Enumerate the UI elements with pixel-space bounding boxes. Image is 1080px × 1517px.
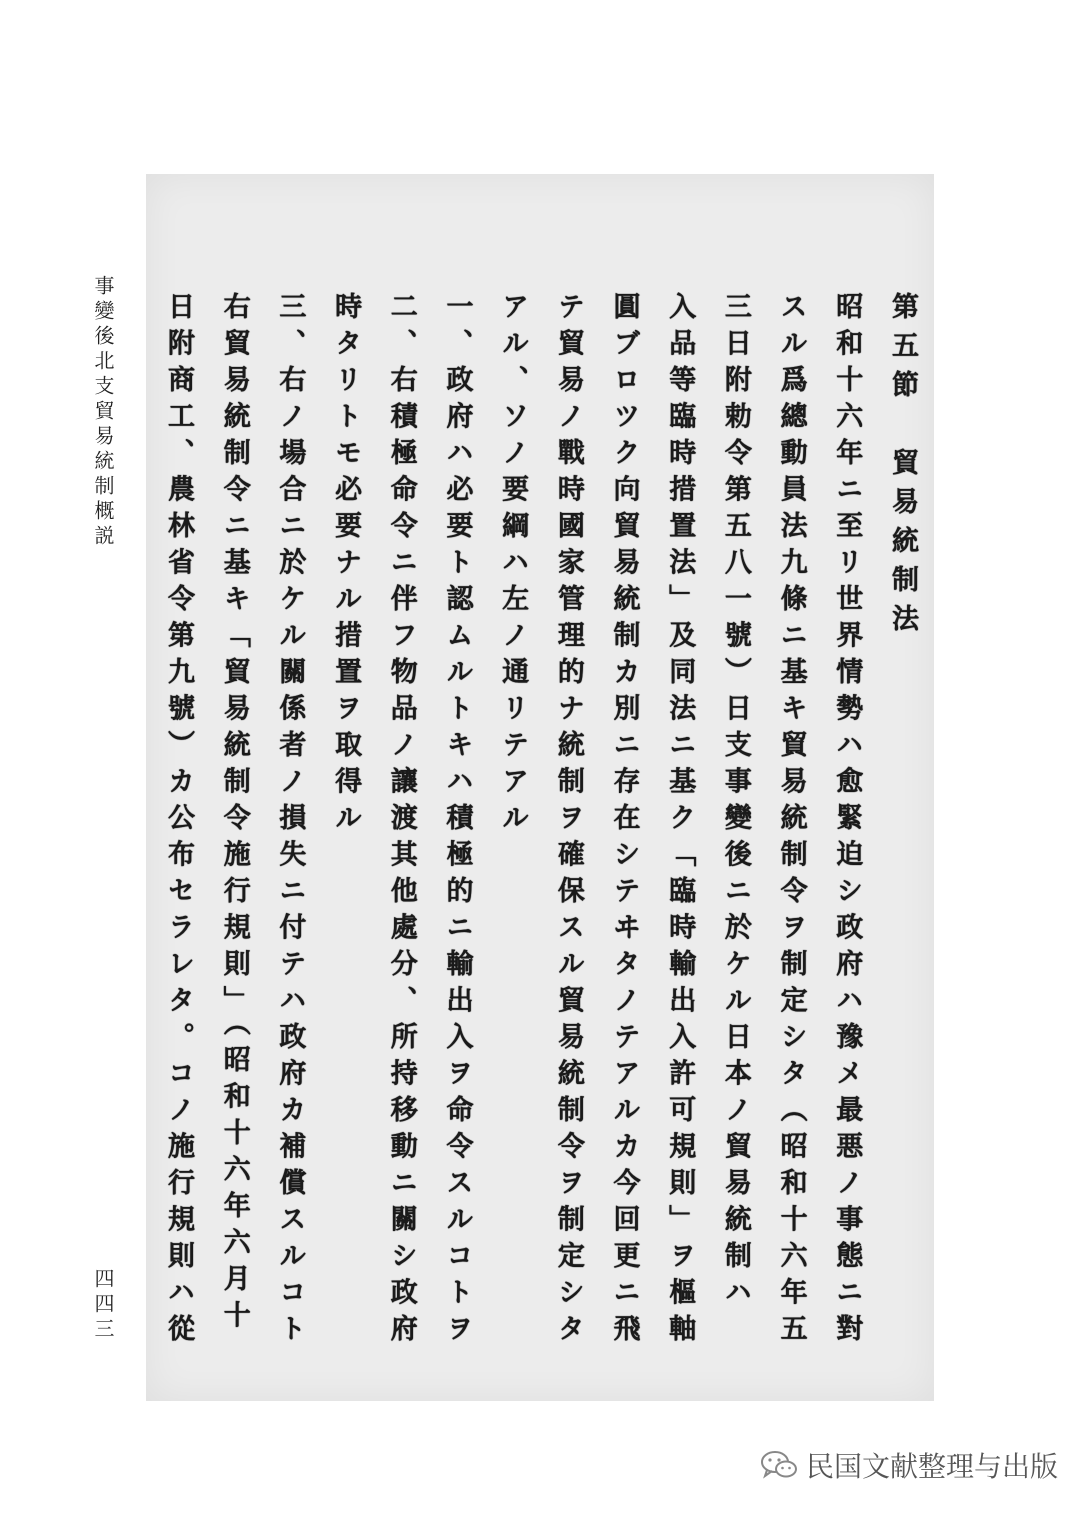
section-heading: 第五節 貿易統制法 xyxy=(886,292,918,643)
text-column: 三日附勅令第五八一號）日支事變後ニ於ケル日本ノ貿易統制ハ xyxy=(719,292,751,1314)
scanned-page xyxy=(146,174,934,1401)
watermark-text: 民国文献整理与出版 xyxy=(806,1450,1059,1483)
text-column: 昭和十六年ニ至リ世界情勢ハ愈緊迫シ政府ハ豫メ最悪ノ事態ニ對 xyxy=(831,292,863,1351)
text-column: 一、政府ハ必要ト認ムルトキハ積極的ニ輸出入ヲ命令スルコトヲ xyxy=(441,292,473,1351)
text-column: 圓ブロツク向貿易統制カ別ニ存在シテヰタノテアルカ今回更ニ飛 xyxy=(608,292,640,1351)
text-column: 右貿易統制令ニ基キ「貿易統制令施行規則」（昭和十六年六月十 xyxy=(218,292,250,1337)
text-column: スル爲總動員法九條ニ基キ貿易統制令ヲ制定シタ（昭和十六年五 xyxy=(775,292,807,1351)
wechat-icon xyxy=(760,1449,798,1481)
text-column: 二、右積極命令ニ伴フ物品ノ讓渡其他處分、所持移動ニ關シ政府 xyxy=(385,292,417,1351)
page-number: 四四三 xyxy=(91,1268,115,1343)
text-column: 時タリトモ必要ナル措置ヲ取得ル xyxy=(330,292,362,840)
text-column: テ貿易ノ戰時國家管理的ナ統制ヲ確保スル貿易統制令ヲ制定シタ xyxy=(552,292,584,1351)
watermark xyxy=(760,1445,1058,1485)
text-column: 日附商工、農林省令第九號）カ公布セラレタ。コノ施行規則ハ從 xyxy=(163,292,194,1351)
text-column: 三、右ノ場合ニ於ケル關係者ノ損失ニ付テハ政府カ補償スルコト xyxy=(274,292,306,1351)
text-column: 入品等臨時措置法」及同法ニ基ク「臨時輸出入許可規則」ヲ樞軸 xyxy=(664,292,696,1351)
text-column: アル、ソノ要綱ハ左ノ通リテアル xyxy=(497,292,529,840)
vertical-text-body xyxy=(160,292,920,1372)
running-title: 事變後北支貿易統制概説 xyxy=(91,275,115,550)
